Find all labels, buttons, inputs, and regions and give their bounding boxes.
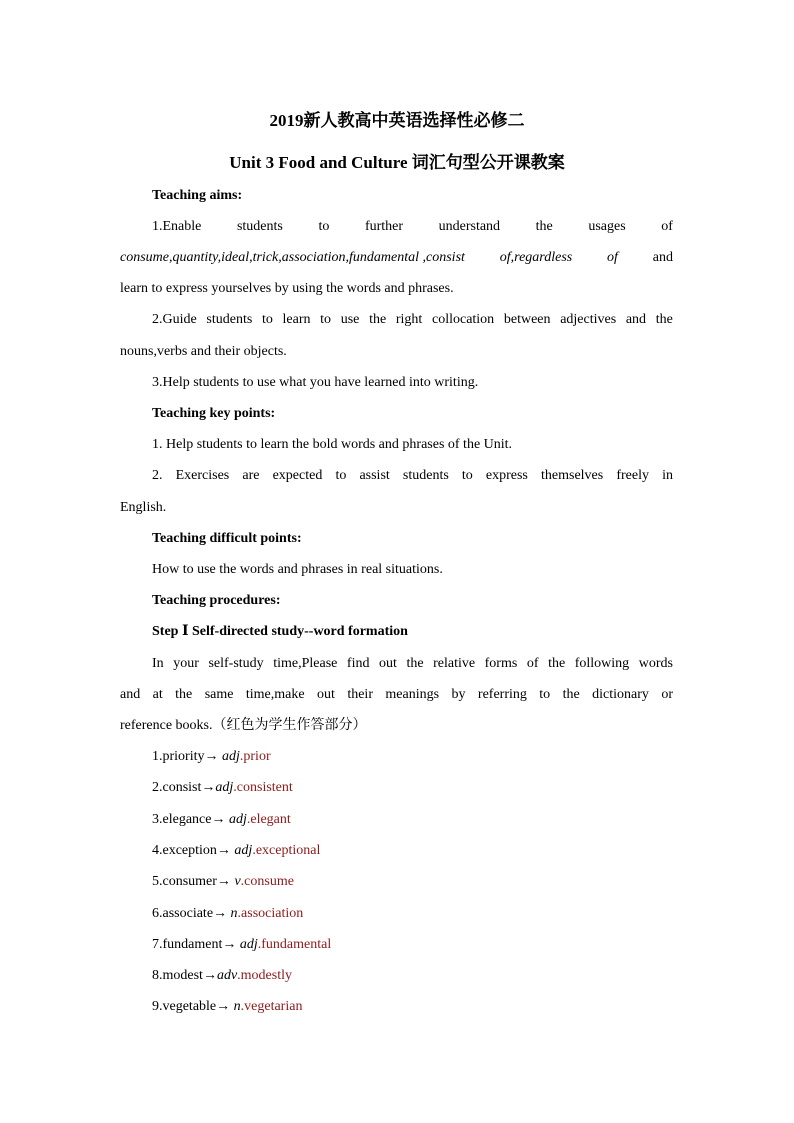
difficult-points-heading: Teaching difficult points: [152,531,302,546]
step1-intro-row1-word: time,Please [273,656,338,671]
word-formation-pos: adj [215,780,234,796]
aims-word-regardless: of,regardless [499,250,573,265]
word-formation-answer: .vegetarian [240,999,303,1015]
aims-item1-row2 [120,249,673,267]
aims-item2-row1 [152,311,673,329]
aims-item1-row3: learn to express yourselves by using the words and phrases. [120,281,454,296]
aims-item2-word: students [206,312,253,327]
key-points-item2-word: themselves [541,468,604,483]
word-formation-prompt: 9.vegetable→ [152,999,234,1015]
key-points-item2-word: are [242,468,260,483]
step1-intro-row2-word: or [661,687,673,702]
word-formation-pos: adj [234,842,253,858]
step1-intro-row2-word: the [175,687,193,702]
word-formation-pos: adj [222,749,240,764]
step1-intro-row2-word: referring [477,687,527,702]
step1-heading: Step Ⅰ Self-directed study--word formation [152,624,408,639]
word-formation-pos: adv [216,968,238,984]
word-formation-item [152,842,320,860]
key-points-item2-word: freely [616,468,649,483]
step1-intro-row1-word: words [638,656,673,671]
step1-intro-row1-word: In [152,656,164,671]
word-formation-item [152,905,303,923]
procedures-heading: Teaching procedures: [152,593,281,608]
word-formation-pos: adj [228,811,247,827]
aims-item1-row1 [152,218,673,236]
key-points-item2-word: Exercises [175,468,230,483]
word-formation-pos: adj [239,936,258,952]
step1-intro-row2-word: and [120,687,141,702]
aims-item2-word: use [340,312,360,327]
aims-item1-word: of [661,219,673,234]
step1-intro-row2-word: time,make [245,687,305,702]
step1-intro-row2-word: meanings [385,687,440,702]
aims-item2-word: right [395,312,423,327]
aims-item2-word: collocation [431,312,495,327]
word-formation-pos: n [233,999,241,1015]
step1-intro-row2-word: their [347,687,373,702]
key-points-item2-word: to [335,468,347,483]
step1-intro-row2-word: at [152,687,163,702]
aims-item1-word: the [535,219,553,234]
word-formation-answer: .consistent [233,780,293,796]
step1-intro-row2-word: out [317,687,335,702]
word-formation-prompt: 4.exception→ [152,842,235,858]
aims-item1-word: further [364,219,404,234]
word-formation-answer: .fundamental [257,936,332,952]
word-formation-prompt: 7.fundament→ [152,936,240,952]
word-formation-item [152,936,331,954]
key-points-item2-row2: English. [120,500,167,515]
aims-item2-word: between [503,312,551,327]
aims-heading: Teaching aims: [152,188,243,203]
key-points-item2-word: to [461,468,473,483]
word-formation-answer: .exceptional [252,842,321,858]
word-formation-item [152,998,302,1016]
step1-intro-row1-word: forms [484,656,518,671]
step1-intro-row1-word: following [574,656,630,671]
step1-intro-row1-word: find [346,656,370,671]
word-formation-item [152,811,291,829]
step1-intro-row2-word: the [562,687,580,702]
difficult-points-text: How to use the words and phrases in real situations. [152,562,443,577]
step1-intro-row1-word: of [526,656,539,671]
aims-item1-word: to [318,219,330,234]
word-formation-prompt: 3.elegance→ [152,811,229,827]
word-formation-pos: v [234,874,241,890]
step1-intro-row1 [152,655,673,673]
aims-item1-word: usages [588,219,626,234]
word-formation-answer: .association [237,905,304,921]
step1-intro-row1-word: relative [433,656,476,671]
step1-intro-row2-word: by [451,687,466,702]
key-points-item2-word: in [662,468,673,483]
aims-item1-word: 1.Enable [152,219,202,234]
step1-intro-row2 [120,686,673,704]
aims-item2-word: to [261,312,273,327]
step1-intro-row1-word: self-study [208,656,264,671]
key-points-heading: Teaching key points: [152,406,276,421]
step1-intro-row2-word: same [204,687,234,702]
document-title-line2: Unit 3 Food and Culture 词汇句型公开课教案 [229,153,565,172]
aims-item1-word: students [236,219,283,234]
word-formation-prompt: 2.consist→ [152,780,216,796]
word-formation-prompt: 5.consumer→ [152,874,235,890]
aims-item2-word: the [369,312,387,327]
aims-word-and: and [652,250,673,265]
aims-word-list: consume,quantity,ideal,trick,association,fundamental ,consist [120,250,465,265]
step1-intro-row3: reference books.（红色为学生作答部分） [120,718,367,733]
word-formation-answer: .consume [240,874,294,890]
aims-item2-word: 2.Guide [152,312,197,327]
aims-item2-word: learn [282,312,311,327]
aims-item2-word: the [655,312,673,327]
word-formation-answer: .modestly [237,968,293,984]
word-formation-answer: .prior [239,749,271,764]
aims-item2-word: adjectives [560,312,617,327]
word-formation-item [152,779,293,797]
key-points-item1: 1. Help students to learn the bold words and phrases of the Unit. [152,437,513,452]
key-points-item2-word: expected [272,468,323,483]
key-points-item2-word: express [485,468,528,483]
aims-item3: 3.Help students to use what you have learned into writing. [152,375,479,390]
word-formation-item [152,967,292,985]
word-formation-prompt: 8.modest→ [152,968,217,984]
aims-item2-row2: nouns,verbs and their objects. [120,344,287,359]
step1-intro-row2-word: to [539,687,551,702]
word-formation-item [152,748,271,766]
aims-word-of: of [607,250,618,265]
key-points-item2-word: assist [359,468,390,483]
word-formation-item [152,873,294,891]
key-points-item2-row1 [152,467,673,485]
aims-item2-word: to [320,312,332,327]
key-points-item2-word: students [402,468,449,483]
step1-intro-row1-word: out [379,656,397,671]
word-formation-pos: n [230,905,238,921]
word-formation-prompt: 1.priority→ [152,749,222,764]
aims-item1-word: understand [438,219,501,234]
aims-item2-word: and [625,312,647,327]
step1-intro-row1-word: your [173,656,199,671]
step1-intro-row1-word: the [548,656,566,671]
document-title-line1: 2019新人教高中英语选择性必修二 [269,111,525,130]
step1-intro-row1-word: the [406,656,424,671]
word-formation-answer: .elegant [246,811,291,827]
step1-intro-row2-word: dictionary [592,687,649,702]
word-formation-prompt: 6.associate→ [152,905,231,921]
key-points-item2-word: 2. [152,468,163,483]
